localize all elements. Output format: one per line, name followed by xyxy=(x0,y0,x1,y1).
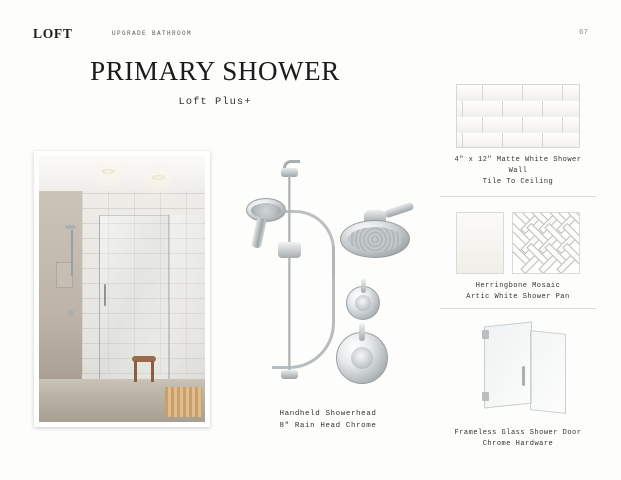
volume-control-lever xyxy=(361,279,366,293)
shower-valve-lever xyxy=(359,323,365,341)
tile-row-2 xyxy=(456,101,580,118)
herringbone-caption xyxy=(440,281,596,303)
photo-glass-panel-2 xyxy=(168,215,202,396)
slide-bar-bracket-bottom xyxy=(281,370,298,379)
photo-door-handle xyxy=(104,284,106,306)
caption-line-2: Artic White Shower Pan xyxy=(466,293,570,301)
page-subtitle: Loft Plus+ xyxy=(178,96,252,108)
caption-line-1: 4" x 12" Matte White Shower xyxy=(454,156,582,164)
caption-line-2: 8" Rain Head Chrome xyxy=(279,422,377,430)
tile-row-1 xyxy=(456,85,580,102)
tile xyxy=(503,133,543,148)
page-title: PRIMARY SHOWER xyxy=(90,56,340,86)
glass-panel-right xyxy=(530,330,566,414)
subway-tile-swatch xyxy=(456,84,580,148)
tile xyxy=(543,101,580,117)
handheld-showerhead xyxy=(240,198,286,250)
volume-control-knob xyxy=(355,295,371,311)
tile xyxy=(463,133,503,148)
tile-row-3 xyxy=(456,117,580,134)
caption-line-1: Herringbone Mosaic xyxy=(475,282,561,290)
project-name: UPGRADE BATHROOM xyxy=(112,30,193,37)
center-product-caption xyxy=(228,408,428,432)
shower-valve-knob xyxy=(351,347,373,369)
shower-hose-upper xyxy=(284,210,335,277)
page-number: 67 xyxy=(578,29,588,37)
stool-leg-left xyxy=(134,361,137,382)
tile xyxy=(543,133,580,148)
tile-row-4 xyxy=(456,133,580,148)
door-hinge-bottom xyxy=(482,392,489,401)
tile xyxy=(503,101,543,117)
glass-door-caption xyxy=(440,428,596,450)
handheld-grip xyxy=(251,217,267,248)
photo-wooden-stool xyxy=(132,356,156,382)
tile xyxy=(463,101,503,117)
tile xyxy=(456,85,483,101)
shower-pan-swatch xyxy=(456,212,504,274)
handheld-spray-face xyxy=(251,203,281,218)
divider-1 xyxy=(440,196,596,197)
tile xyxy=(523,85,563,101)
tile xyxy=(523,117,563,133)
caption-line-2: Chrome Hardware xyxy=(482,440,554,448)
photo-ceiling xyxy=(39,156,205,191)
photo-image xyxy=(39,156,205,422)
rain-head-arm xyxy=(383,202,414,219)
photo-bath-rug xyxy=(165,387,202,416)
rain-head-spray-face xyxy=(348,227,402,252)
photo-ceiling-light-2 xyxy=(152,175,165,180)
brand-logo: LOFT xyxy=(33,26,73,41)
door-handle xyxy=(522,366,525,386)
door-hinge-top xyxy=(482,330,489,339)
tile xyxy=(483,85,523,101)
glass-panel-left xyxy=(484,321,532,408)
stool-leg-right xyxy=(151,361,154,382)
product-illustrations xyxy=(228,150,428,440)
tile xyxy=(456,133,463,148)
subway-tile-caption xyxy=(440,155,596,188)
caption-line-1: Handheld Showerhead xyxy=(279,410,377,418)
tile xyxy=(456,101,463,117)
tile xyxy=(456,117,483,133)
tile xyxy=(563,85,580,101)
shower-valve-trim xyxy=(336,332,388,384)
caption-line-2: Wall xyxy=(508,167,528,175)
glass-shower-door-swatch xyxy=(470,318,578,418)
tile xyxy=(563,117,580,133)
caption-line-1: Frameless Glass Shower Door xyxy=(454,429,582,437)
tile xyxy=(483,117,523,133)
slide-header xyxy=(0,26,621,48)
herringbone-mosaic-swatch xyxy=(512,212,580,274)
rain-showerhead xyxy=(340,206,418,262)
photo-shower-arm xyxy=(71,230,73,276)
shower-room-photo xyxy=(34,151,210,427)
caption-line-3: Tile To Ceiling xyxy=(482,178,554,186)
volume-control-trim xyxy=(346,286,380,320)
divider-2 xyxy=(440,308,596,309)
